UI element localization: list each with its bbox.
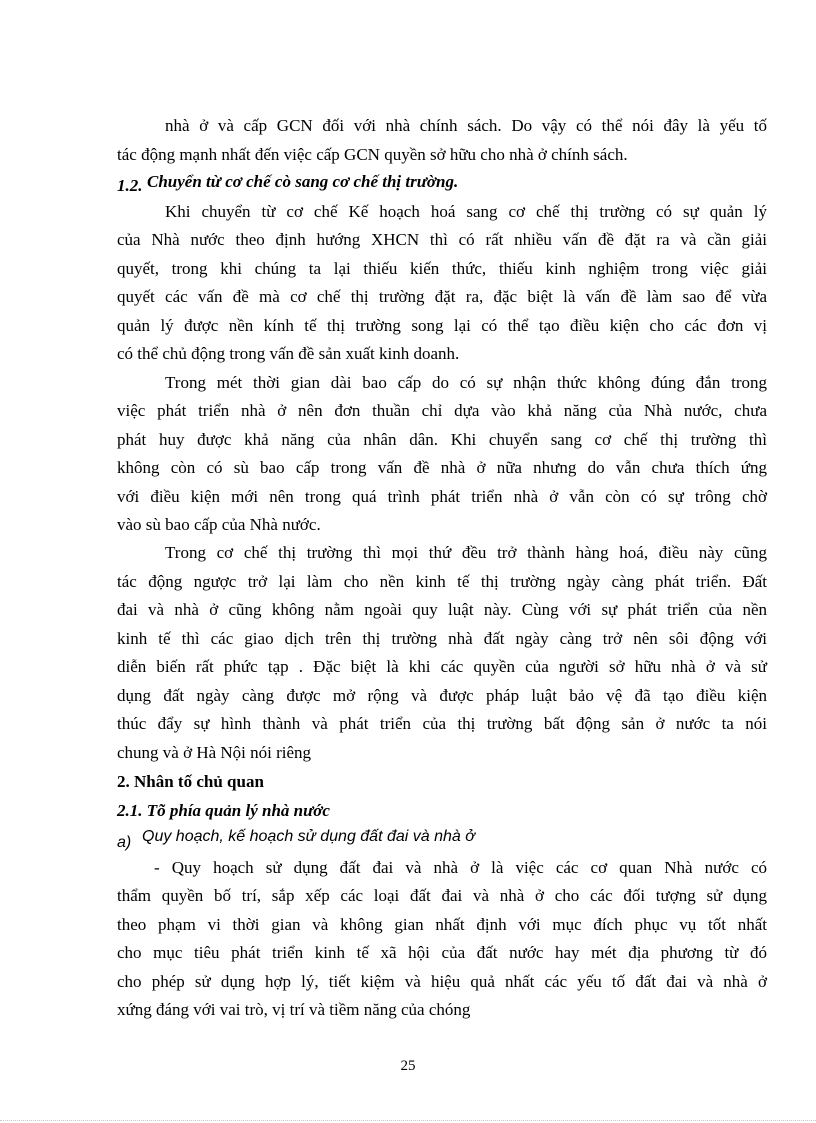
heading-1-2-number: 1.2. — [117, 176, 143, 195]
para-line: dụng đất ngày càng được mở rộng và được pháp luật bảo vệ đã tạo điều kiện — [117, 686, 767, 705]
para-line: nhà ở và cấp GCN đối với nhà chính sách. Do vậy có thể nói đây là yếu tố — [165, 116, 767, 135]
para-line: cho mục tiêu phát triển kinh tế xã hội của đất nước hay mét địa phương từ đó — [117, 943, 767, 962]
para-line: Khi chuyển từ cơ chế Kế hoạch hoá sang cơ chế thị trường có sự quản lý — [165, 202, 767, 221]
para-line: quyết các vấn đề mà cơ chế thị trường đặt ra, đặc biệt là vấn đề làm sao để vừa — [117, 287, 767, 306]
para-line: diễn biến rất phức tạp . Đặc biệt là khi các quyền của người sở hữu nhà ở và sử — [117, 657, 767, 676]
para-line: không còn có sù bao cấp trong vấn đề nhà ở nữa nhưng do vẫn chưa thích ứng — [117, 458, 767, 477]
para-line: tác động ngược trở lại làm cho nền kinh tế thị trường ngày càng phát triển. Đất — [117, 572, 767, 591]
heading-a-title: Quy hoạch, kế hoạch sử dụng đất đai và nhà ở — [142, 828, 475, 845]
para-line: đai và nhà ở cũng không nằm ngoài quy luật này. Cùng với sự phát triển của nền — [117, 600, 767, 619]
para-line: việc phát triển nhà ở nên đơn thuần chỉ dựa vào khả năng của Nhà nước, chưa — [117, 401, 767, 420]
para-line: xứng đáng với vai trò, vị trí và tiềm năng của chóng — [117, 1000, 471, 1019]
para-line: Trong cơ chế thị trường thì mọi thứ đều trở thành hàng hoá, điều này cũng — [165, 543, 767, 562]
para-line: cho phép sử dụng hợp lý, tiết kiệm và hiệu quả nhất các yếu tố đất đai và nhà ở — [117, 972, 767, 991]
para-line: quản lý được nền kính tế thị trường song lại có thể tạo điều kiện cho các đơn vị — [117, 316, 767, 335]
para-line: với điều kiện mới nên trong quá trình phát triển nhà ở vẫn còn có sự trông chờ — [117, 487, 767, 506]
para-line: kinh tế thì các giao dịch trên thị trường nhà đất ngày càng trở nên sôi động với — [117, 629, 767, 648]
para-line: chung và ở Hà Nội nói riêng — [117, 743, 312, 762]
para-line: tác động mạnh nhất đến việc cấp GCN quyền sở hữu cho nhà ở chính sách. — [117, 145, 628, 164]
para-line: quyết, trong khi chúng ta lại thiếu kiến thức, thiếu kinh nghiệm trong việc giải — [117, 259, 767, 278]
page-number: 25 — [400, 1058, 416, 1074]
para-line: Trong mét thời gian dài bao cấp do có sự nhận thức không đúng đắn trong — [165, 373, 767, 392]
para-line: thúc đẩy sự hình thành và phát triển của thị trường bất động sản ở nước ta nói — [117, 714, 767, 733]
para-line: phát huy được khả năng của nhân dân. Khi chuyển sang cơ chế thị trường thì — [117, 430, 767, 449]
heading-1-2-title: Chuyển từ cơ chế cò sang cơ chế thị trường. — [147, 172, 459, 191]
para-line: có thể chủ động trong vấn đề sản xuất kinh doanh. — [117, 344, 460, 363]
para-line: - Quy hoạch sử dụng đất đai và nhà ở là việc các cơ quan Nhà nước có — [154, 858, 767, 877]
footer-divider — [0, 1120, 816, 1121]
para-line: theo phạm vi thời gian và không gian nhất định với mục đích phục vụ tốt nhất — [117, 915, 767, 934]
heading-a-letter: a) — [117, 834, 132, 851]
heading-2-1: 2.1. Tõ phía quản lý nhà nước — [117, 801, 330, 820]
heading-2: 2. Nhân tố chủ quan — [117, 772, 264, 791]
para-line: vào sù bao cấp của Nhà nước. — [117, 515, 321, 534]
para-line: thẩm quyền bố trí, sắp xếp các loại đất đai và nhà ở cho các đối tượng sử dụng — [117, 886, 767, 905]
para-line: của Nhà nước theo định hướng XHCN thì có rất nhiều vấn đề đặt ra và cần giải — [117, 230, 767, 249]
